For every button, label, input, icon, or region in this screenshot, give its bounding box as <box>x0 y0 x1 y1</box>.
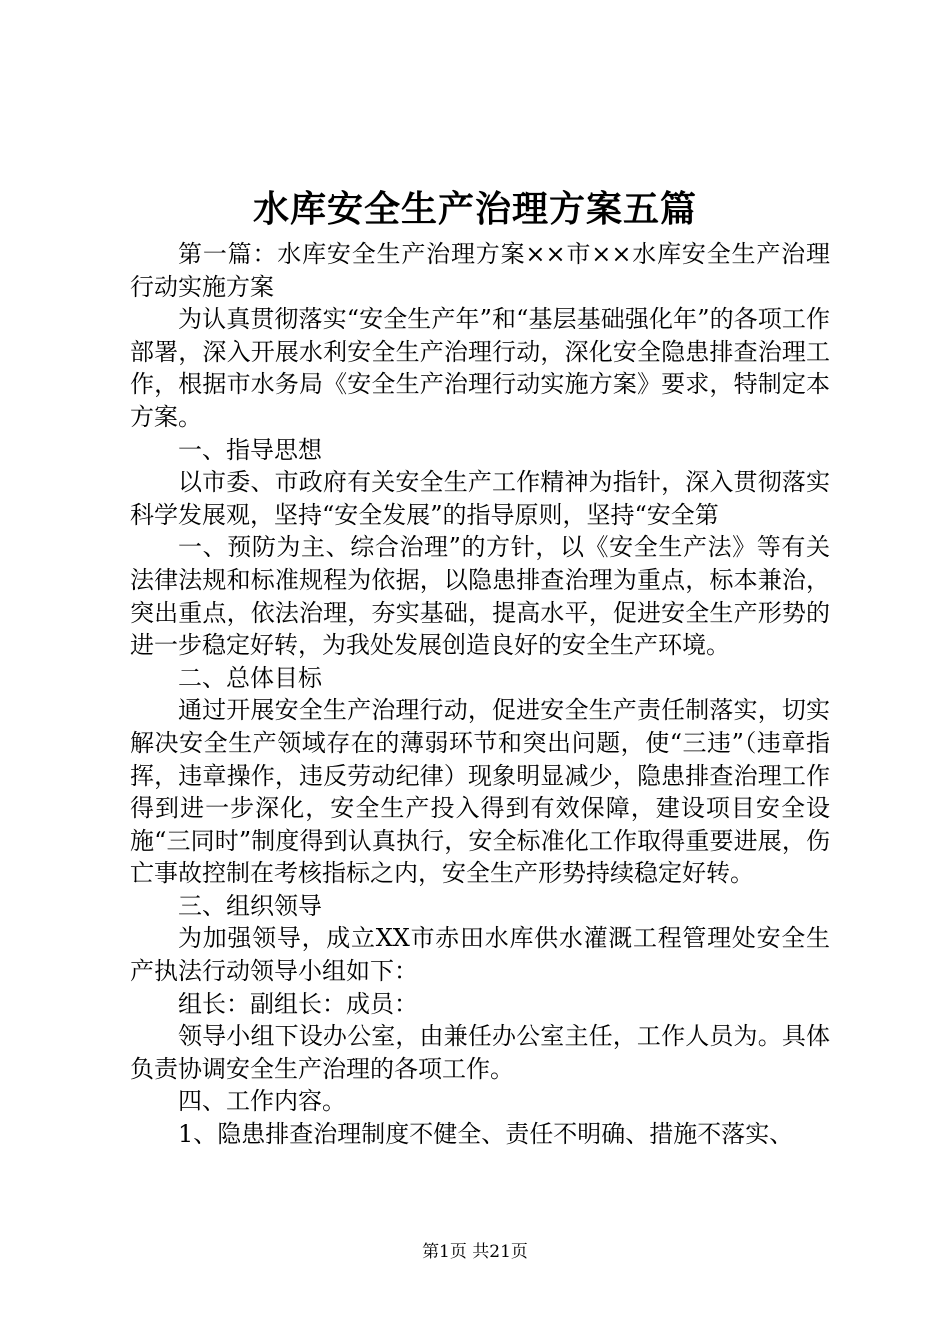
section-heading: 四、工作内容。 <box>178 1087 346 1116</box>
paragraph: 第一篇：水库安全生产治理方案××市××水库安全生产治理行动实施方案 <box>130 240 830 301</box>
section-heading: 一、指导思想 <box>178 435 322 464</box>
section-heading: 二、总体目标 <box>178 663 322 692</box>
paragraph: 通过开展安全生产治理行动，促进安全生产责任制落实，切实解决安全生产领域存在的薄弱环节和突出问题，使“三违”（违章指挥，违章操作，违反劳动纪律）现象明显减少，隐患排查治理工作得到进一步深化，安全生产投入得到有效保障，建设项目安全设施“三同时”制度得到认真执行，安全标准化工作取得重要进展，伤亡事故控制在考核指标之内，安全生产形势持续稳定好转。 <box>130 696 830 888</box>
document-title: 水库安全生产治理方案五篇 <box>252 188 697 230</box>
paragraph: 一、预防为主、综合治理”的方针，以《安全生产法》等有关法律法规和标准规程为依据，以隐患排查治理为重点，标本兼治，突出重点，依法治理，夯实基础，提高水平，促进安全生产形势的进一步稳定好转，为我处发展创造良好的安全生产环境。 <box>130 533 830 660</box>
section-heading: 三、组织领导 <box>178 891 322 920</box>
paragraph: 为加强领导，成立XX市赤田水库供水灌溉工程管理处安全生产执法行动领导小组如下： <box>130 924 830 986</box>
paragraph: 组长：副组长：成员： <box>178 989 418 1018</box>
paragraph: 为认真贯彻落实“安全生产年”和“基层基础强化年”的各项工作部署，深入开展水利安全生产治理行动，深化安全隐患排查治理工作，根据市水务局《安全生产治理行动实施方案》要求，特制定本方案。 <box>130 305 830 431</box>
document-body <box>130 238 830 1151</box>
paragraph: 1、隐患排查治理制度不健全、责任不明确、措施不落实、 <box>178 1120 794 1149</box>
paragraph: 以市委、市政府有关安全生产工作精神为指针，深入贯彻落实科学发展观，坚持“安全发展”的指导原则，坚持“安全第 <box>130 468 830 529</box>
paragraph: 领导小组下设办公室，由兼任办公室主任，工作人员为。具体负责协调安全生产治理的各项工作。 <box>130 1022 830 1083</box>
page-number-footer: 第1页 共21页 <box>422 1242 528 1262</box>
